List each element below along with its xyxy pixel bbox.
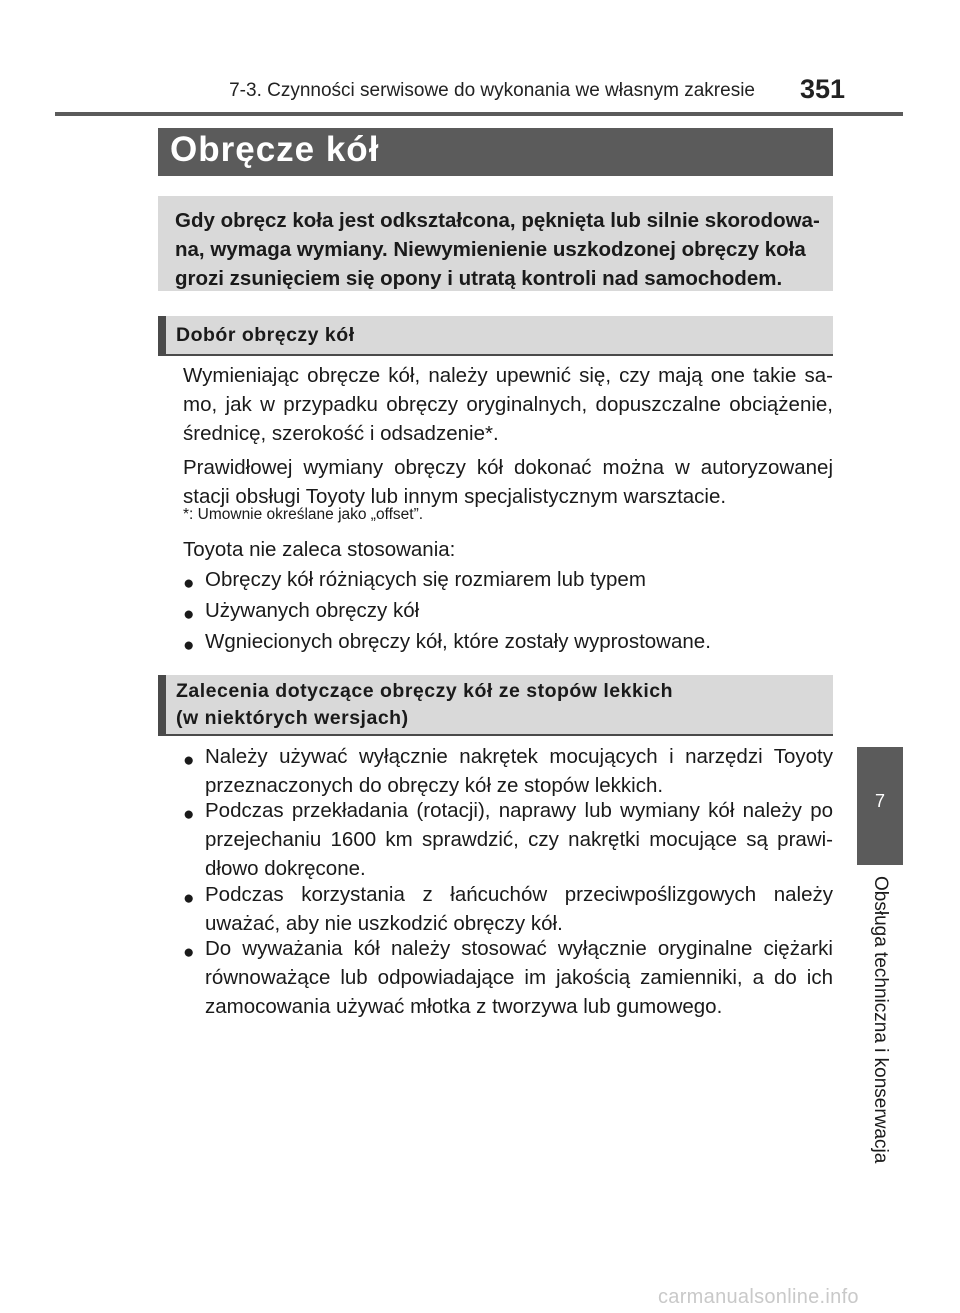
list-item: ● Do wyważania kół należy stosować wyłącznie oryginalne ciężarki równoważące lub odpowiadające im jakością zamienniki, a do ich zamocowania używać młotka z tworzywa lub gumowego. [183,937,833,1018]
section-heading-label: (w niektórych wersjach) [176,707,409,729]
bullet-icon: ● [183,942,195,963]
list-item: ● Podczas przekładania (rotacji), naprawy lub wymiany kół należy po przejechaniu 1600 km sprawdzić, czy nakrętki mocujące są prawi-dłowo dokręcone. [183,799,833,880]
list-item: ● Używanych obręczy kół [183,596,833,625]
list-item: ● Podczas korzystania z łańcuchów przeciwpoślizgowych należy uważać, aby nie uszkodzić obręczy kół. [183,883,833,935]
watermark: carmanualsonline.info [658,1286,859,1308]
list-item: ● Wgniecionych obręczy kół, które zostały wyprostowane. [183,627,833,656]
section-heading-alloy-wheels [158,675,833,736]
section-heading-label: Dobór obręczy kół [176,324,355,346]
paragraph-not-recommended: Toyota nie zaleca stosowania: [183,538,456,561]
page-number: 351 [800,74,846,104]
running-header: 7-3. Czynności serwisowe do wykonania we własnym zakresie [229,80,755,101]
heading-accent [158,316,166,354]
paragraph-wheel-selection: Wymieniając obręcze kół, należy upewnić się, czy mają one takie sa-mo, jak w przypadku obręczy oryginalnych, dopuszczalne obciążenie, średnicę, szerokość i odsadzenie*. [183,364,833,445]
list-item: ● Należy używać wyłącznie nakrętek mocujących i narzędzi Toyoty przeznaczonych do obręczy kół ze stopów lekkich. [183,745,833,797]
chapter-number: 7 [874,791,885,811]
bullet-icon: ● [183,635,195,656]
heading-accent [158,675,166,734]
list-item: ● Obręczy kół różniących się rozmiarem lub typem [183,565,833,594]
chapter-side-label: Obsługa techniczna i konserwacja [870,876,891,1164]
bullet-icon: ● [183,804,195,825]
bullet-icon: ● [183,604,195,625]
section-heading-wheel-selection [158,316,833,356]
intro-text: Gdy obręcz koła jest odkształcona, pęknięta lub silnie skorodowa-na, wymaga wymiany. Niewymienienie uszkodzonej obręczy koła grozi zsunięciem się opony i utratą kontroli nad samochodem. [175,209,820,290]
bullet-icon: ● [183,888,195,909]
header-rule [55,112,903,116]
title-bar [158,128,833,176]
footnote-offset: *: Umownie określane jako „offset”. [183,506,424,523]
bullet-icon: ● [183,573,195,594]
section-heading-label: Zalecenia dotyczące obręczy kół ze stopów lekkich [176,680,674,702]
chapter-tab [857,747,903,865]
paragraph-wheel-replacement: Prawidłowej wymiany obręczy kół dokonać można w autoryzowanej stacji obsługi Toyoty lub innym specjalistycznym warsztacie. [183,456,833,508]
bullet-icon: ● [183,750,195,771]
intro-box [158,196,833,291]
page-title: Obręcze kół [170,130,380,169]
